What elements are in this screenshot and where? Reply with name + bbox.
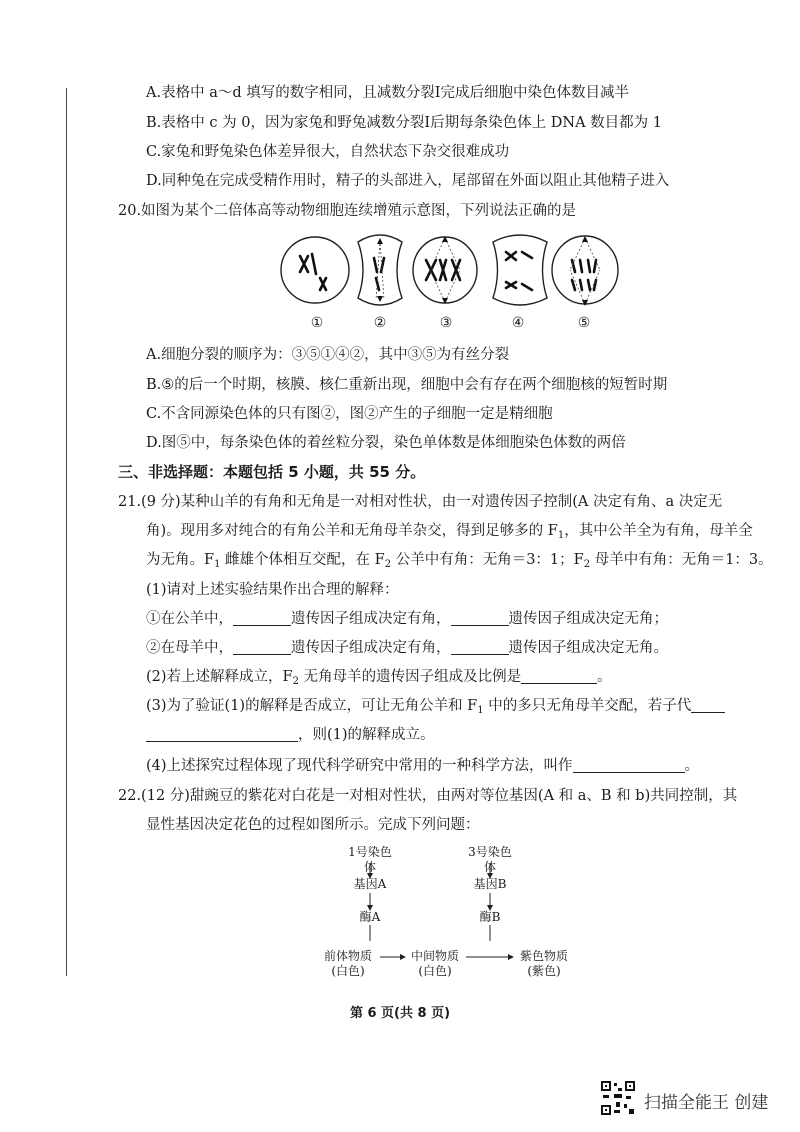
q21-line-1: 21.(9 分)某种山羊的有角和无角是一对相对性状，由一对遗传因子控制(A 决定有角、a 决定无 [118, 494, 723, 510]
q21-part-1-i: ①在公羊中， 遗传因子组成决定有角， 遗传因子组成决定无角； [146, 611, 668, 627]
answer-blank[interactable] [233, 640, 291, 655]
q20-option-d: D.图⑤中，每条染色体的着丝粒分裂，染色单体数是体细胞染色体数的两倍 [146, 435, 626, 451]
q20-stem: 20.如图为某个二倍体高等动物细胞连续增殖示意图，下列说法正确的是 [118, 203, 577, 219]
answer-blank[interactable] [451, 611, 509, 626]
q21-part-1: (1)请对上述实验结果作出合理的解释： [146, 582, 399, 598]
cell-label-5: ⑤ [577, 315, 591, 331]
q20-option-b: B.⑤的后一个时期，核膜、核仁重新出现，细胞中会有存在两个细胞核的短暂时期 [146, 377, 668, 393]
q19-option-b: B.表格中 c 为 0，因为家兔和野兔减数分裂Ⅰ后期每条染色体上 DNA 数目都为 1 [146, 115, 663, 131]
cell-label-4: ④ [511, 315, 525, 331]
answer-blank[interactable] [521, 669, 597, 684]
q19-option-c: C.家兔和野兔染色体差异很大，自然状态下杂交很难成功 [146, 144, 510, 160]
intermediate-substance-label: 中间物质 (白色) [410, 949, 459, 978]
chromosome-3-label: 3号染色体 [468, 845, 512, 874]
enzyme-a-label: 酶A [359, 910, 381, 924]
gene-b-label: 基因B [473, 877, 507, 891]
q20-option-c: C.不含同源染色体的只有图②，图②产生的子细胞一定是精细胞 [146, 406, 553, 422]
answer-blank[interactable] [573, 758, 685, 773]
cell-label-1: ① [310, 315, 324, 331]
enzyme-b-label: 酶B [479, 910, 501, 924]
q22-line-2: 显性基因决定花色的过程如图所示。完成下列问题： [146, 817, 480, 833]
cell-label-2: ② [373, 315, 387, 331]
q21-part-3-cont: ，则(1)的解释成立。 [146, 725, 435, 745]
q19-option-d: D.同种兔在完成受精作用时，精子的头部进入，尾部留在外面以阻止其他精子进入 [146, 173, 670, 189]
q21-part-4: (4)上述探究过程体现了现代科学研究中常用的一种科学方法，叫作 。 [146, 758, 700, 774]
q20-option-a: A.细胞分裂的顺序为：③⑤①④②，其中③⑤为有丝分裂 [146, 347, 510, 363]
q21-part-2: (2)若上述解释成立，$F_2$ 无角母羊的遗传因子组成及比例是 。 [146, 669, 612, 687]
scanner-watermark: 扫描全能王 创建 [644, 1093, 769, 1113]
qr-code-icon [600, 1080, 636, 1116]
answer-blank[interactable] [233, 611, 291, 626]
section-3-heading: 三、非选择题：本题包括 5 小题，共 55 分。 [118, 463, 426, 481]
cell-label-3: ③ [439, 315, 453, 331]
page-footer: 第 6 页(共 8 页) [349, 1006, 451, 1021]
cell-4-membrane [493, 235, 547, 305]
purple-substance-label: 紫色物质 (紫色) [519, 949, 568, 978]
q21-part-1-ii: ②在母羊中， 遗传因子组成决定有角， 遗传因子组成决定无角。 [146, 640, 668, 656]
q21-part-3: (3)为了验证(1)的解释是否成立，可让无角公羊和 $F_1$ 中的多只无角母羊交配，若子代 [146, 696, 725, 721]
cell-3-membrane [413, 237, 477, 303]
chromosome-1-label: 1号染色体 [348, 845, 392, 874]
answer-blank[interactable] [451, 640, 509, 655]
answer-blank[interactable] [691, 698, 725, 713]
answer-blank[interactable] [146, 727, 298, 742]
binding-margin-line [66, 88, 67, 976]
cell-division-figure [280, 230, 620, 310]
precursor-substance-label: 前体物质 (白色) [323, 949, 372, 978]
q21-line-3: 为无角。$F_1$ 雌雄个体相互交配，在 $F_2$ 公羊中有角：无角＝3：1；$F_2$ 母羊中有角：无角＝1：3。 [146, 552, 773, 570]
q22-line-1: 22.(12 分)甜豌豆的紫花对白花是一对相对性状，由两对等位基因(A 和 a、B 和 b)共同控制，其 [118, 788, 738, 804]
q19-option-a: A.表格中 a～d 填写的数字相同，且减数分裂Ⅰ完成后细胞中染色体数目减半 [146, 85, 629, 101]
q21-line-2: 角)。现用多对纯合的有角公羊和无角母羊杂交，得到足够多的 $F_1$，其中公羊全为有角，母羊全 [146, 523, 753, 541]
gene-a-label: 基因A [353, 877, 387, 891]
cell-5-membrane [552, 236, 618, 304]
